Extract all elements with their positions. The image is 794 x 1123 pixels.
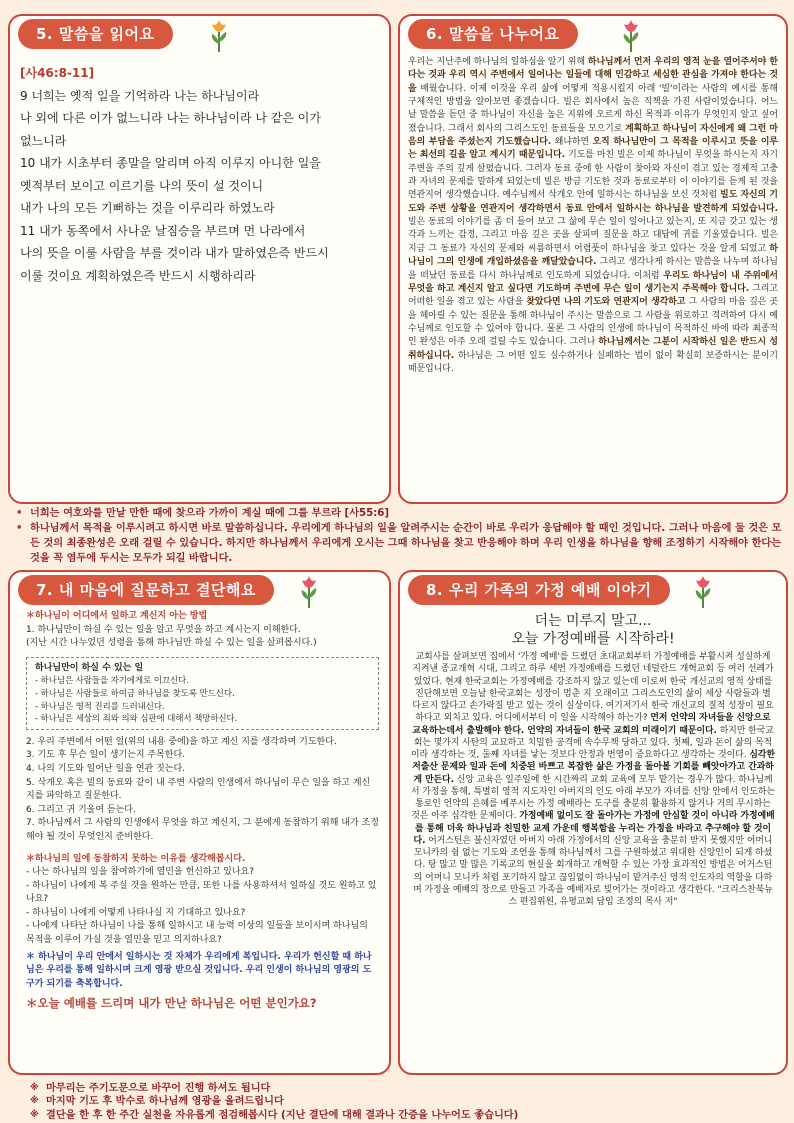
blessing-note: ＊ 하나님이 우리 안에서 일하시는 것 자체가 우리에게 복입니다. 우리가 헌신할 때 하나님은 우리를 통해 일하시며 크게 영광 받으실 것입니다. 우리 인생이 하나님의 영광의 도구가 되기를 축복합니다. [26,951,372,989]
body-text-segment: 우리는 지난주에 하나님의 일하심을 알기 위해 [408,57,588,67]
method-step: 2. 우리 주변에서 어떤 일(위의 내용 중에)을 하고 계신 지를 생각하며 기도한다. [26,736,337,747]
closing-note: ※ 마무리는 주기도문으로 바꾸어 진행 하셔도 됩니다 [30,1082,790,1095]
method-title: ＊하나님이 어디에서 일하고 계신지 아는 방법 [26,611,208,621]
obstacle-item: - 하나님이 나에게 복 주실 것을 원하는 만큼, 또한 나를 사용하셔서 일하실 것도 원하고 있나요? [26,880,377,905]
worship-subheadline: 오늘 가정예배를 시작하라! [511,631,675,647]
body-text-segment: 교회사를 살펴보면 집에서 '가정 예배'를 드렸던 초대교회부터 가정예배를 부활시켜 성실하게 지켜낸 종교개혁 시대, 그리고 하루 세번 가정예배를 드렸던 네덜란드 개혁교회 등 여러 선례가 있었다. 현재 한국교회는 가정예배를 강조하지 않고 있는데 이로써 한국 개신교의 영적 상태를 진단해보면 오늘날 한국교회는 성장이 멈춘 지 오래이고 그리스도인의 삶이 세상 사람들과 별 다르지 않다고 손가락질 받고 있는 것이 실상이다. 여기저기서 한국 개신교의 질적 성장이 필요하다고 외치고 있다. 어디에서부터 이 일을 시작해야 하는가? [412,652,774,724]
body-text-segment: 하지만 한국교회는 몇가지 사탄의 교묘하고 치밀한 공격에 속수무책 당하고 있다. 첫째, 일과 돈이 삶의 목적이라 생각하는 것, 둘째 자녀를 낳는 것보다 안정과 번영이 중요하다고 생각하는 것이다. [410,725,774,760]
scripture-line: 옛적부터 보이고 이르기를 나의 뜻이 설 것이니 [20,178,264,193]
body-text-segment: 배웠습니다. 이제 이것을 우리 삶에 어떻게 적용시킬지 아래 '빌'이라는 사람의 예시를 통해 구체적인 방법을 알아보면 좋겠습니다. 빌은 회사에서 높은 직책을 가진 사람이었습니다. 어느 날 말씀을 듣던 중 하나님이 자신을 높은 지위에 오르게 하신 목적과 이유가 무엇인지 알고 싶어졌습니다. 그래서 회사의 그리스도인 동료들을 모으기로 [408,83,778,134]
body-text-segment: 하나님은 그 어떤 일도 실수하거나 실패하는 법이 없이 확실히 보증하시는 분이기 때문입니다. [408,350,778,374]
body-text-segment: 신앙 교육은 일주일에 한 시간짜리 교회 교육에 모두 맡기는 경우가 많다. 하나님께서 가정을 통해, 특별히 영적 지도자인 아버지의 인도 아래 부모가 자녀를 신앙 안에서 인도하는 통로인 언약의 은혜를 베푸시는 가정 예배라는 도구를 충분히 활용하지 않거나 거의 무시하는 것은 아주 심각한 문제이다. [411,774,775,822]
scripture-line: 11 내가 동쪽에서 사나운 날짐승을 부르며 먼 나라에서 [20,223,306,238]
section8-title: 8. 우리 가족의 가정 예배 이야기 [408,575,670,605]
god-only-box-title: 하나님만이 하실 수 있는 일 [35,662,144,673]
body-text-segment: 어거스틴은 불신자였던 아버지 아래 가정에서의 신앙 교육을 충분히 받지 못했지만 어머니 모니카의 쉼 없는 기도와 조언을 통해 하나님께서 그를 구원하셨고 위대한 신앙인이 되게 하셨다. 탕 많고 말 많은 기록교의 현실을 회개하고 개혁할 수 있는 가장 효과적인 방법은 어거스틴의 어머니 모니카 처럼 포기하지 않고 끊임없이 하나님이 맡겨주신 영적 인도자의 역할을 다하며 가정을 예배의 장으로 만들고 가족을 예배자로 빚어가는 것이라고 생각한다. "크리스찬북뉴스 편집위원, 유평교회 담임 조정의 목사 저" [413,835,773,907]
body-text-segment: 빌은 동료의 이야기를 좀 더 들어 보고 그 삶에 무슨 일이 일어나고 있는지, 또 지금 갖고 있는 생각과 느끼는 감정, 그리고 마음 깊은 곳을 살피며 질문을 하고 대답에 귀를 기울였습니다. 빌은 지금 그 동료가 자신의 문제와 씨름하면서 어렴풋이 하나님을 찾고 있다는 것을 알게 되었고 [408,217,778,254]
god-only-item: - 하나님은 세상의 죄와 의와 심판에 대해서 책망하신다. [35,713,238,724]
god-only-item: - 하나님은 사람들을 자기에게로 이끄신다. [35,675,189,686]
method-step: 6. 그리고 귀 기울여 듣는다. [26,804,136,815]
emphasis-text: 하나님께서는 그분이 시작하신 일은 반드시 성취하십니다. [408,337,778,361]
method-step-1: 1. 하나님만이 하실 수 있는 일을 알고 무엇을 하고 계시는지 이해한다. [26,624,301,635]
emphasis-text: 하나님께서 먼저 우리의 영적 눈을 열어주셔야 한다는 것과 우리 역시 주변에서 일어나는 일들에 대해 민감하고 세심한 관심을 가져야 한다는 것을 [408,57,778,94]
section-question-decision [8,570,391,1075]
section5-title: 5. 말씀을 읽어요 [18,19,173,49]
flower-icon [692,574,714,610]
scripture-passage [20,62,379,287]
god-only-item: - 하나님은 사람들로 하여금 하나님을 찾도록 만드신다. [35,687,235,698]
section6-title: 6. 말씀을 나누어요 [408,19,578,49]
method-step: 4. 나의 기도와 일어난 일을 연관 짓는다. [26,763,186,774]
emphasis-text: 가정예배 없이도 잘 돌아가는 가정에 안심할 것이 아니라 가정예배를 통해 더욱 하나님과 친밀한 교제 가운데 행복함을 누리는 가정을 바라고 추구해야 할 것이다. [413,811,775,846]
obstacle-item: - 나는 하나님의 일을 참여하기에 열민을 헌신하고 있나요? [26,867,255,878]
emphasis-text: 하나님이 그의 인생에 개입하셨음을 깨달았습니다. [408,243,778,268]
section-read-scripture [8,14,391,504]
closing-notes [30,1082,790,1122]
scripture-line: 이룰 것이요 계획하였은즉 반드시 시행하리라 [20,268,256,283]
sharing-body-text [408,56,778,376]
emphasis-text: 계획하고 하나님이 자신에게 왜 그런 마음의 부담을 주셨는지 기도했습니다. [408,123,778,148]
mid-notes [14,506,784,566]
scripture-line: 9 너희는 옛적 일을 기억하라 나는 하나님이라 [20,88,260,103]
question-content [26,610,379,1011]
method-step: 5. 삭개오 혹은 빌의 동료와 같이 내 주변 사람의 인생에서 하나님이 무슨 일을 하고 계신 지를 파악하고 질문한다. [26,777,371,802]
body-text-segment: 그리고 어떠한 일을 겪고 있는 사람을 [408,283,779,308]
scripture-reference: [사46:8-11] [20,66,95,80]
obstacle-title: ＊하나님의 일에 동참하지 못하는 이유를 생각해봅시다. [26,853,246,864]
body-text-segment: 그리고 생각나게 하시는 말씀을 나누며 하나님을 떠났던 동료를 다시 하나님께로 인도하게 되었습니다. 이처럼 [408,257,778,281]
god-only-item: - 하나님은 영적 진리를 드러내신다. [35,700,165,711]
god-only-box [26,657,379,730]
emphasis-text: 우리도 하나님이 내 주위에서 무엇을 하고 계신지 알고 싶다면 기도하며 주변에 무슨 일이 생기는지 주목해야 합니다. [408,270,779,294]
closing-note: ※ 마지막 기도 후 박수로 하나님께 영광을 올려드립니다 [30,1095,790,1108]
scripture-line: 내가 나의 모든 기뻐하는 것을 이루리라 하였노라 [20,201,275,215]
tulip-icon [208,18,230,54]
body-text-segment: 왜냐하면 [551,137,593,148]
emphasis-text: 심각한 저출산 문제와 일과 돈에 치중된 바쁘고 복잡한 삶은 가정을 돌아볼 기회를 빼앗아가고 간과하게 만든다. [412,750,775,785]
section-share-scripture [398,14,788,504]
flower-icon [298,574,320,610]
method-step: 3. 기도 후 무슨 일이 생기는지 주목한다. [26,750,186,761]
emphasis-text: 먼저 언약의 자녀들을 신앙으로 교육하는데서 출발해야 한다. 언약의 자녀들이 한국 교회의 미래이기 때문이다. [412,713,771,736]
body-text-segment: 그 사람의 마음 깊은 곳을 헤아릴 수 있는 질문을 통해 하나님이 주시는 말씀으로 그 사람을 위로하고 격려하여 다시 예수님께로 인도할 수 있어야 합니다. 물론 그 사람의 인생에 하나님이 목적하신 바에 따라 최종적인 완성은 아주 오래 걸릴 수도 있습니다. 그러나 [408,297,779,348]
emphasis-text: 오직 하나님만이 그 목적을 이루시고 뜻을 이루는 최선의 길을 알고 계시기 때문입니다. [408,137,778,161]
body-text-segment: 기도를 마친 빌은 이제 하나님이 무엇을 하시는지 자기 주변을 주의 깊게 살폈습니다. 그러자 동료 중에 한 사람이 찾아와 자신이 겪고 있는 경제적 고충과 자녀의 문제를 말하게 되었는데 빌은 방금 기도한 것과 동료로부터 이 이야기를 듣게 된 것을 연관지어 생각했습니다. 예수님께서 삭개오 안에 일하시는 하나님을 보신 것처럼 [408,150,778,201]
obstacle-item: - 나에게 나타난 하나님이 나를 통해 일하시고 내 능력 이상의 일들을 보이시며 하나님의 목적을 이루어 가실 것을 열민을 믿고 의지하나요? [26,921,368,946]
closing-question: ＊오늘 예배를 드리며 내가 만난 하나님은 어떤 분인가요? [26,996,317,1011]
scripture-line: 10 내가 시초부터 종말을 알리며 아직 이루지 아니한 일을 [20,156,321,170]
scripture-line: 나의 뜻을 이룰 사람을 부를 것이라 내가 말하였은즉 반드시 [20,246,329,260]
mid-note-verse: • 너희는 여호와를 만날 만한 때에 찾으라 가까이 계실 때에 그를 부르라 [사55:6] [14,506,784,521]
emphasis-text: 찾았다면 나의 기도와 연관지어 생각하고 [526,297,686,308]
scripture-line: 나 외에 다른 이가 없느니라 나는 하나님이라 나 같은 이가 [20,111,321,125]
method-step: 7. 하나님께서 그 사람의 인생에서 무엇을 하고 계신지, 그 분에게 동참하기 위해 내가 조정해야 될 것이 무엇인지 준비한다. [26,818,379,842]
method-step-1-note: (지난 시간 나누었던 성령을 통해 하나님만 하실 수 있는 일을 살펴봅시다.) [26,638,317,649]
scripture-line: 없느니라 [20,133,67,148]
worship-article-text [410,651,776,908]
worship-headline: 더는 미루지 말고... [534,613,652,629]
obstacle-item: - 하나님이 나에게 어떻게 나타나실 지 기대하고 있나요? [26,907,246,918]
flower-icon [620,18,642,54]
scripture-lines [20,85,379,288]
closing-note: ※ 결단을 한 후 한 주간 실천을 자유롭게 점검해봅시다 (지난 결단에 대해 결과나 간증을 나누어도 좋습니다) [30,1109,790,1122]
section7-title: 7. 내 마음에 질문하고 결단해요 [18,575,274,605]
emphasis-text: 빌도 자신의 기도와 주변 상황을 연관지어 생각하면서 동료 안에서 일하시는 하나님을 발견하게 되었습니다. [408,190,778,214]
mid-note-summary: • 하나님께서 목적을 이루시려고 하시면 바로 말씀하십니다. 우리에게 하나님의 일을 알려주시는 순간이 바로 우리가 응답해야 할 때인 것입니다. 그러나 마음에 둘 것은 모든 것의 최종완성은 오래 걸릴 수 있습니다. 하지만 하나님께서 우리에게 오시는 그때 하나님을 찾고 반응해야 하며 우리 인생을 하나님을 향해 조정하기 시작해야 한다는 것을 꼭 염두에 두시는 모두가 되길 바랍니다. [14,521,784,566]
section-family-worship [398,570,788,1075]
